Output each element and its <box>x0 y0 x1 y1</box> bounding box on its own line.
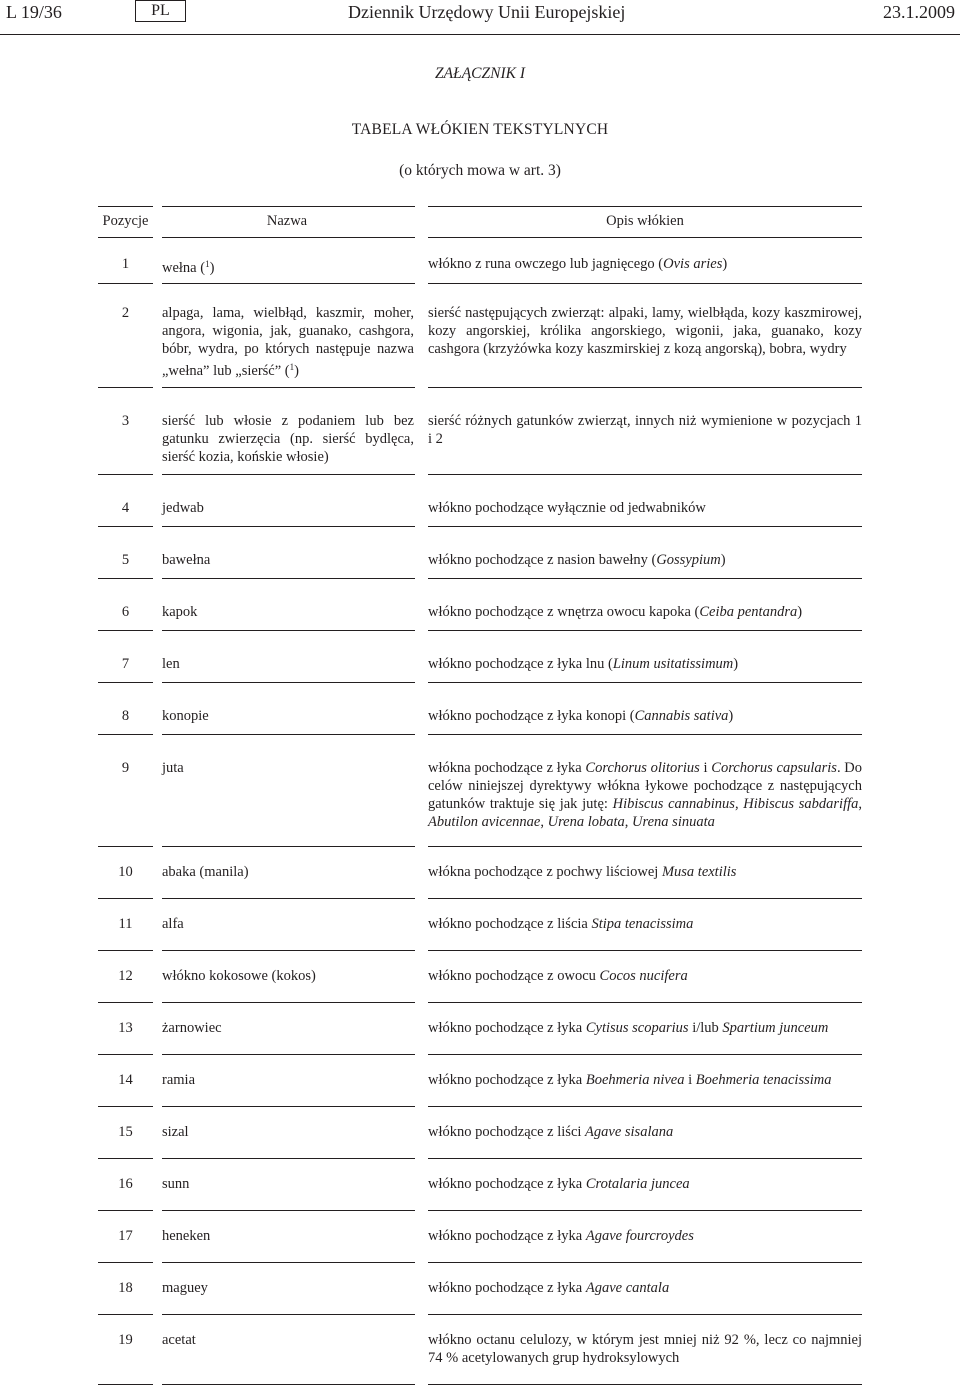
row-name: acetat <box>162 1332 196 1348</box>
row-rule <box>162 387 415 388</box>
row-position: 6 <box>121 604 130 620</box>
row-position: 18 <box>118 1280 133 1296</box>
row-rule <box>428 630 862 631</box>
row-position: 12 <box>118 968 133 984</box>
row-rule <box>98 898 153 899</box>
row-description: sierść różnych gatunków zwierząt, innych niż wymienione w pozycjach 1 i 2 <box>428 413 862 447</box>
row-description: włókno pochodzące z liścia Stipa tenacissima <box>428 916 694 932</box>
row-rule <box>428 898 862 899</box>
row-rule <box>98 1210 153 1211</box>
row-rule <box>428 1106 862 1107</box>
row-rule <box>162 898 415 899</box>
row-description: włókno pochodzące z łyka Boehmeria nivea i Boehmeria tenacissima <box>428 1072 832 1088</box>
row-rule <box>428 1262 862 1263</box>
row-name: konopie <box>162 708 209 724</box>
row-rule <box>428 474 862 475</box>
row-rule <box>98 630 153 631</box>
row-rule <box>98 682 153 683</box>
row-description: włókno pochodzące z łyka Agave cantala <box>428 1280 670 1296</box>
row-description: włókno pochodzące z liści Agave sisalana <box>428 1124 674 1140</box>
running-header <box>0 0 960 36</box>
row-description: sierść następujących zwierząt: alpaki, lamy, wielbłąda, kozy kaszmirowej, kozy angorskiej, królika angorskiego, wigonii, jaka, guanako, kozy cashgora (krzyżówka kozy kaszmirskiej z kozą angorską), bobra, wydry <box>428 305 862 357</box>
header-rule-col2 <box>162 237 415 238</box>
column-header-position: Pozycje <box>102 213 149 229</box>
row-description: włókno pochodzące z łyka Cytisus scoparius i/lub Spartium junceum <box>428 1020 829 1036</box>
table-title: TABELA WŁÓKIEN TEKSTYLNYCH <box>351 121 609 138</box>
page-number: L 19/36 <box>6 2 62 22</box>
row-position: 11 <box>118 916 133 932</box>
row-name: len <box>162 656 180 672</box>
row-rule <box>98 846 153 847</box>
row-description: włókna pochodzące z łyka Corchorus olitorius i Corchorus capsularis. Do celów niniejszej dyrektywy włókna łykowe pochodzące z następujących gatunków traktuje się jak jutę: Hibiscus cannabinus, Hibiscus sabdariffa, Abutilon avicennae, Urena lobata, Urena sinuata <box>428 760 863 830</box>
journal-title: Dziennik Urzędowy Unii Europejskiej <box>348 2 626 22</box>
row-name: sierść lub włosie z podaniem lub bez gatunku zwierzęcia (np. sierść bydlęca, sierść kozia, końskie włosie) <box>162 413 414 465</box>
publication-date: 23.1.2009 <box>883 2 955 22</box>
row-position: 9 <box>121 760 130 776</box>
row-rule <box>428 1002 862 1003</box>
row-description: włókno pochodzące z łyka Agave fourcroydes <box>428 1228 694 1244</box>
row-description: włókno pochodzące z łyka Crotalaria juncea <box>428 1176 690 1192</box>
row-rule <box>98 1106 153 1107</box>
row-name: kapok <box>162 604 198 620</box>
row-rule <box>162 474 415 475</box>
row-rule <box>98 1384 153 1385</box>
row-rule <box>428 734 862 735</box>
row-position: 15 <box>118 1124 133 1140</box>
row-rule <box>162 578 415 579</box>
row-rule <box>162 526 415 527</box>
column-header-name: Nazwa <box>266 213 308 229</box>
row-rule <box>428 283 862 284</box>
row-rule <box>98 1158 153 1159</box>
row-rule <box>98 1054 153 1055</box>
row-rule <box>162 630 415 631</box>
row-position: 5 <box>121 552 130 568</box>
row-rule <box>162 1314 415 1315</box>
row-rule <box>162 950 415 951</box>
row-name: maguey <box>162 1280 208 1296</box>
row-position: 7 <box>121 656 130 672</box>
row-name: sizal <box>162 1124 189 1140</box>
row-position: 8 <box>121 708 130 724</box>
row-rule <box>428 1314 862 1315</box>
row-name: alpaga, lama, wielbłąd, kaszmir, moher, angora, wigonia, jak, guanako, cashgora, bóbr, wydra, po których następuje nazwa „wełna” lub „sierść” ($^1$) <box>162 305 414 379</box>
header-rule-col3 <box>428 237 862 238</box>
row-description: włókno pochodzące z łyka konopi (Cannabis sativa) <box>428 708 734 724</box>
row-description: włókno pochodzące z wnętrza owocu kapoka (Ceiba pentandra) <box>428 604 803 620</box>
row-rule <box>162 1262 415 1263</box>
row-rule <box>428 950 862 951</box>
row-rule <box>162 734 415 735</box>
row-rule <box>98 734 153 735</box>
row-name: heneken <box>162 1228 211 1244</box>
row-rule <box>428 682 862 683</box>
row-rule <box>162 1106 415 1107</box>
row-rule <box>162 1054 415 1055</box>
row-rule <box>428 1158 862 1159</box>
annex-title: ZAŁĄCZNIK I <box>434 65 525 82</box>
row-rule <box>98 1002 153 1003</box>
row-name: alfa <box>162 916 184 932</box>
row-position: 14 <box>118 1072 133 1088</box>
row-rule <box>162 1002 415 1003</box>
row-position: 2 <box>121 305 130 321</box>
row-rule <box>428 526 862 527</box>
row-rule <box>162 1158 415 1159</box>
row-name: jedwab <box>162 500 204 516</box>
row-name: ramia <box>162 1072 196 1088</box>
row-rule <box>428 387 862 388</box>
row-position: 4 <box>121 500 130 516</box>
column-header-description: Opis włókien <box>606 213 684 229</box>
row-rule <box>162 1210 415 1211</box>
row-rule <box>98 526 153 527</box>
row-description: włókno octanu celulozy, w którym jest mniej niż 92 %, lecz co najmniej 74 % acetylowanych grup hydroksylowych <box>428 1332 862 1366</box>
row-description: włókna pochodzące z pochwy liściowej Musa textilis <box>428 864 737 880</box>
row-description: włókno pochodzące wyłącznie od jedwabników <box>428 500 706 516</box>
row-description: włókno z runa owczego lub jagnięcego (Ovis aries) <box>428 256 728 272</box>
row-position: 17 <box>118 1228 133 1244</box>
row-description: włókno pochodzące z owocu Cocos nucifera <box>428 968 688 984</box>
row-rule <box>98 1262 153 1263</box>
row-position: 13 <box>118 1020 133 1036</box>
row-rule <box>428 1054 862 1055</box>
row-description: włókno pochodzące z nasion bawełny (Gossypium) <box>428 552 726 568</box>
row-name: wełna ($^1$) <box>162 259 215 276</box>
row-name: juta <box>162 760 184 776</box>
row-rule <box>428 846 862 847</box>
row-position: 10 <box>118 864 133 880</box>
row-name: abaka (manila) <box>162 864 249 880</box>
row-rule <box>162 846 415 847</box>
row-position: 19 <box>118 1332 133 1348</box>
row-rule <box>162 1384 415 1385</box>
row-position: 3 <box>121 413 130 429</box>
row-position: 16 <box>118 1176 133 1192</box>
table-header-row <box>98 206 862 237</box>
row-rule <box>162 682 415 683</box>
row-position: 1 <box>121 256 130 272</box>
row-rule <box>428 1210 862 1211</box>
row-name: sunn <box>162 1176 190 1192</box>
row-rule <box>428 578 862 579</box>
row-rule <box>98 578 153 579</box>
fibre-table <box>98 206 863 1366</box>
row-rule <box>98 387 153 388</box>
row-description: włókno pochodzące z łyka lnu (Linum usitatissimum) <box>428 656 739 672</box>
row-rule <box>162 283 415 284</box>
row-name: bawełna <box>162 552 211 568</box>
row-rule <box>98 950 153 951</box>
header-rule <box>0 34 960 35</box>
language-badge: PL <box>135 0 186 22</box>
row-name: włókno kokosowe (kokos) <box>162 968 316 984</box>
row-rule <box>98 474 153 475</box>
table-subtitle: (o których mowa w art. 3) <box>399 162 561 179</box>
header-rule-col1 <box>98 237 153 238</box>
row-rule <box>428 1384 862 1385</box>
row-rule <box>98 1314 153 1315</box>
row-rule <box>98 283 153 284</box>
row-name: żarnowiec <box>162 1020 222 1036</box>
